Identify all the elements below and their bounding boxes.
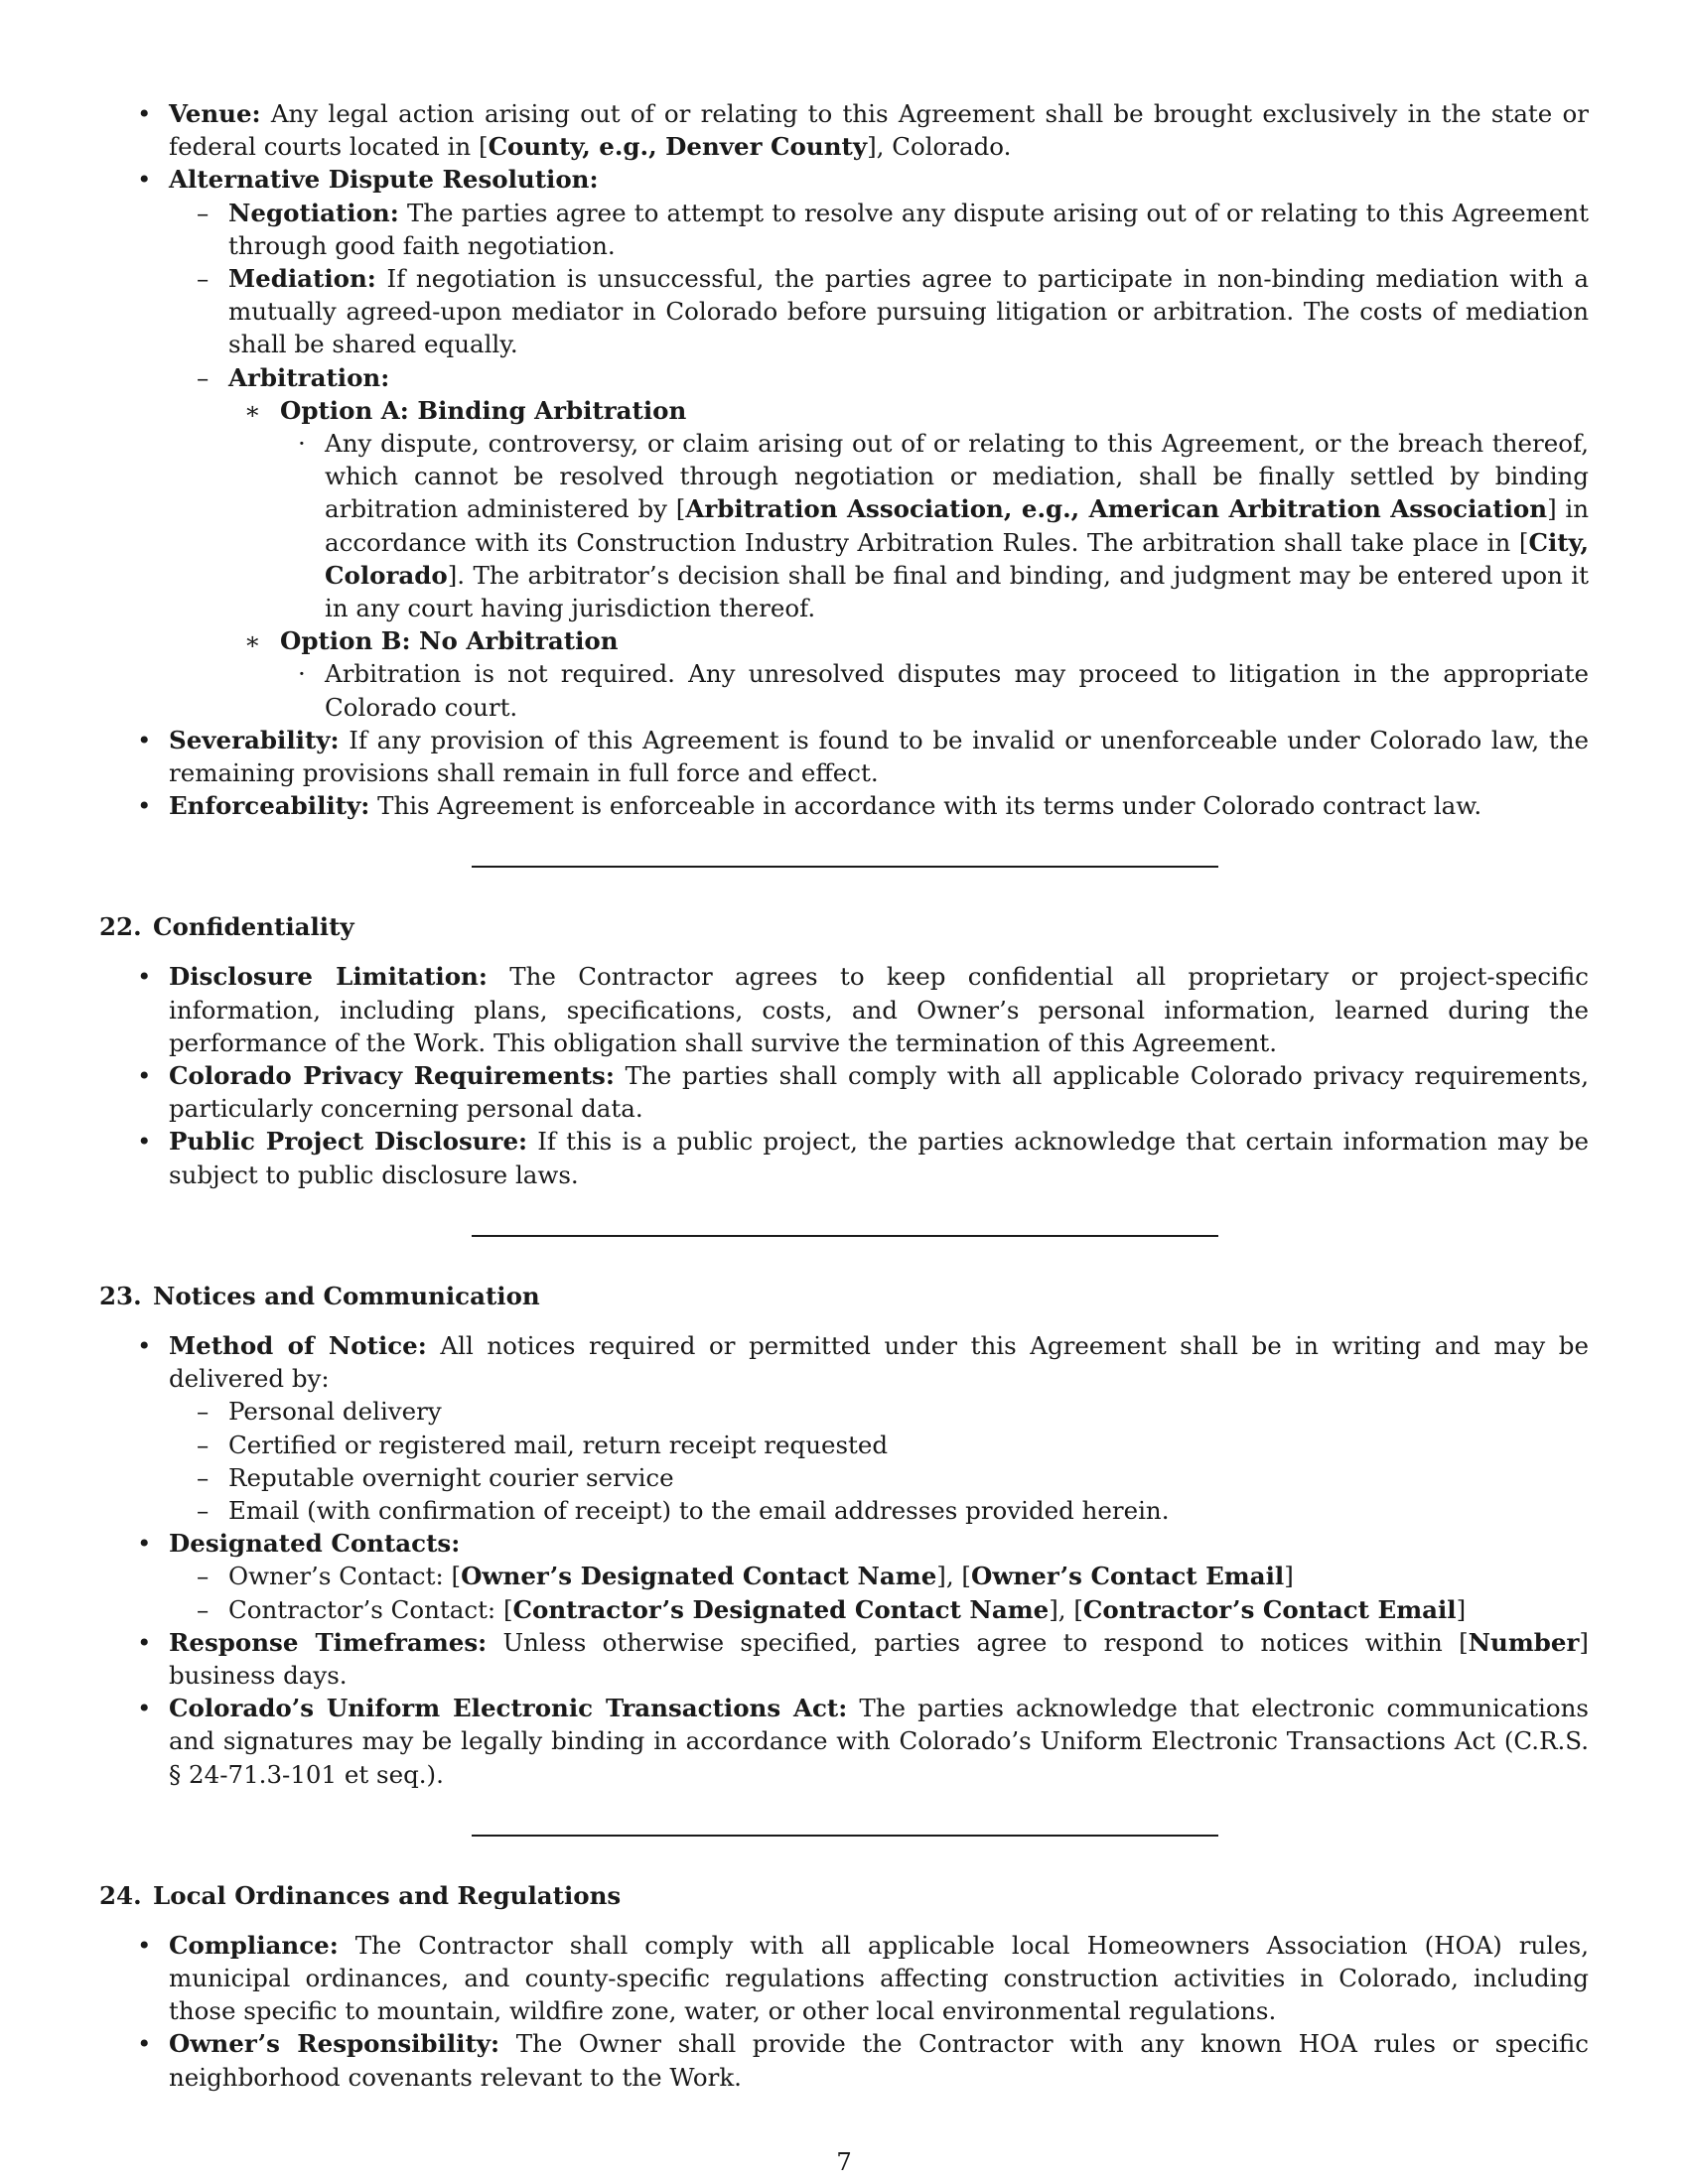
page-number: 7: [836, 2147, 852, 2176]
top-list: [99, 97, 1589, 822]
list-item-privacy: • Colorado Privacy Requirements: The parties shall comply with all applicable Colorado privacy requirements, particularly concerning personal data.: [137, 1061, 1589, 1124]
section-22-list: [99, 960, 1589, 1190]
list-item-method-of-notice: • Method of Notice: All notices required or permitted under this Agreement shall be in writing and may be delivered by: – Personal delivery – Certified or registered mail, return receipt requested – Reputable overnight courier service – Email (with confirmation of receipt) to the email addresses provided herein.: [99, 1329, 1589, 1527]
list-item-notice-method: – Personal delivery: [197, 1397, 442, 1427]
option-b-text: · Arbitration is not required. Any unresolved disputes may proceed to litigation in the appropriate Colorado court.: [298, 659, 1589, 722]
list-item-notice-method: – Certified or registered mail, return receipt requested: [197, 1430, 889, 1459]
list-item-notice-method: – Email (with confirmation of receipt) to the email addresses provided herein.: [197, 1495, 1170, 1525]
list-item-mediation: – Mediation: If negotiation is unsuccessful, the parties agree to participate in non-binding mediation with a mutually agreed-upon mediator in Colorado before pursuing litigation or arbitration. The costs of mediation shall be shared equally.: [197, 264, 1589, 359]
list-item-designated-contacts: • Designated Contacts: – Owner’s Contact: [Owner’s Designated Contact Name], [Owner’s Contact Email] – Contractor’s Contact: [Contractor’s Designated Contact Name], [Contractor’s Contact Email]: [99, 1527, 1589, 1626]
option-a-text: · Any dispute, controversy, or claim arising out of or relating to this Agreement, or the breach thereof, which cannot be resolved through negotiation or mediation, shall be finally settled by binding arbitration administered by [Arbitration Association, e.g., American Arbitration Association] in accordance with its Construction Industry Arbitration Rules. The arbitration shall take place in [City, Colorado]. The arbitrator’s decision shall be final and binding, and judgment may be entered upon it in any court having jurisdiction thereof.: [298, 429, 1589, 623]
document-page: [99, 97, 1589, 2094]
list-item-owner-responsibility: • Owner’s Responsibility: The Owner shall provide the Contractor with any known HOA rules or specific neighborhood covenants relevant to the Work.: [137, 2029, 1589, 2092]
section-23-list: [99, 1329, 1589, 1791]
section-divider: [472, 1835, 1218, 1837]
contacts-sublist: [169, 1560, 1589, 1625]
list-item-response-timeframes: • Response Timeframes: Unless otherwise specified, parties agree to respond to notices within [Number] business days.: [137, 1627, 1589, 1690]
section-divider: [472, 1235, 1218, 1237]
notice-methods: [169, 1395, 1589, 1527]
arbitration-options: [228, 394, 1589, 724]
list-item-compliance: • Compliance: The Contractor shall comply with all applicable local Homeowners Association (HOA) rules, municipal ordinances, and county-specific regulations affecting construction activities in Colorado, including those specific to mountain, wildfire zone, water, or other local environmental regulations.: [137, 1930, 1589, 2026]
list-item-disclosure: • Disclosure Limitation: The Contractor agrees to keep confidential all proprietary or project-specific information, including plans, specifications, costs, and Owner’s personal information, learned during the performance of the Work. This obligation shall survive the termination of this Agreement.: [137, 962, 1589, 1057]
list-item-public-disclosure: • Public Project Disclosure: If this is a public project, the parties acknowledge that certain information may be subject to public disclosure laws.: [137, 1127, 1590, 1189]
section-heading-23: 23. Notices and Communication: [99, 1281, 540, 1310]
list-item-enforceability: • Enforceability: This Agreement is enforceable in accordance with its terms under Colorado contract law.: [137, 791, 1482, 821]
list-item-severability: • Severability: If any provision of this Agreement is found to be invalid or unenforceable under Colorado law, the remaining provisions shall remain in full force and effect.: [137, 725, 1589, 788]
list-item-contractor-contact: – Contractor’s Contact: [Contractor’s Designated Contact Name], [Contractor’s Contact Email]: [197, 1594, 1467, 1624]
list-item-option-b: ∗ Option B: No Arbitration · Arbitration is not required. Any unresolved disputes may proceed to litigation in the appropriate Colorado court.: [228, 624, 1589, 724]
list-item-owner-contact: – Owner’s Contact: [Owner’s Designated Contact Name], [Owner’s Contact Email]: [197, 1562, 1294, 1591]
section-24-list: [99, 1929, 1589, 2094]
list-item-notice-method: – Reputable overnight courier service: [197, 1462, 674, 1492]
list-item-adr: • Alternative Dispute Resolution: – Negotiation: The parties agree to attempt to resolve any dispute arising out of or relating to this Agreement through good faith negotiation. – Mediation: If negotiation is unsuccessful, the parties agree to participate in non-binding mediation with a mutually agreed-upon mediator in Colorado before pursuing litigation or arbitration. The costs of mediation shall be shared equally. – Arbitration: ∗ Option A: Binding Arbitration · Any dispute, controversy, or claim arising out of or relating to this Agreement, or the breach thereof, which cannot be resolved through negotiation or mediation, shall be finally settled by binding arbitration administered by [Arbitration Association, e.g., American Arbitration Association] in accordance with its Construction Industry Arbitration Rules. The arbitration shall take place in [City, Colorado]. The arbitrator’s decision shall be final and binding, and judgment may be entered upon it in any court having jurisdiction thereof. ∗ Option B: No Arbitration · Arbitration is not required. Any unresolved disputes may proceed to litigation in the appropriate Colorado court.: [99, 163, 1589, 723]
list-item-option-a: ∗ Option A: Binding Arbitration · Any dispute, controversy, or claim arising out of or relating to this Agreement, or the breach thereof, which cannot be resolved through negotiation or mediation, shall be finally settled by binding arbitration administered by [Arbitration Association, e.g., American Arbitration Association] in accordance with its Construction Industry Arbitration Rules. The arbitration shall take place in [City, Colorado]. The arbitrator’s decision shall be final and binding, and judgment may be entered upon it in any court having jurisdiction thereof.: [228, 394, 1589, 624]
adr-sublist: [169, 197, 1589, 724]
list-item-ueta: • Colorado’s Uniform Electronic Transactions Act: The parties acknowledge that electronic communications and signatures may be legally binding in accordance with Colorado’s Uniform Electronic Transactions Act (C.R.S. § 24-71.3-101 et seq.).: [137, 1694, 1589, 1789]
list-item-venue: • Venue: Any legal action arising out of or relating to this Agreement shall be brought exclusively in the state or federal courts located in [County, e.g., Denver County], Colorado.: [137, 99, 1589, 162]
list-item-negotiation: – Negotiation: The parties agree to attempt to resolve any dispute arising out of or relating to this Agreement through good faith negotiation.: [197, 198, 1589, 260]
list-item-arbitration: – Arbitration: ∗ Option A: Binding Arbitration · Any dispute, controversy, or claim arising out of or relating to this Agreement, or the breach thereof, which cannot be resolved through negotiation or mediation, shall be finally settled by binding arbitration administered by [Arbitration Association, e.g., American Arbitration Association] in accordance with its Construction Industry Arbitration Rules. The arbitration shall take place in [City, Colorado]. The arbitrator’s decision shall be final and binding, and judgment may be entered upon it in any court having jurisdiction thereof. ∗ Option B: No Arbitration · Arbitration is not required. Any unresolved disputes may proceed to litigation in the appropriate Colorado court.: [169, 361, 1589, 724]
section-heading-24: 24. Local Ordinances and Regulations: [99, 1880, 622, 1910]
section-heading-22: 22. Confidentiality: [99, 912, 354, 942]
section-divider: [472, 866, 1218, 868]
